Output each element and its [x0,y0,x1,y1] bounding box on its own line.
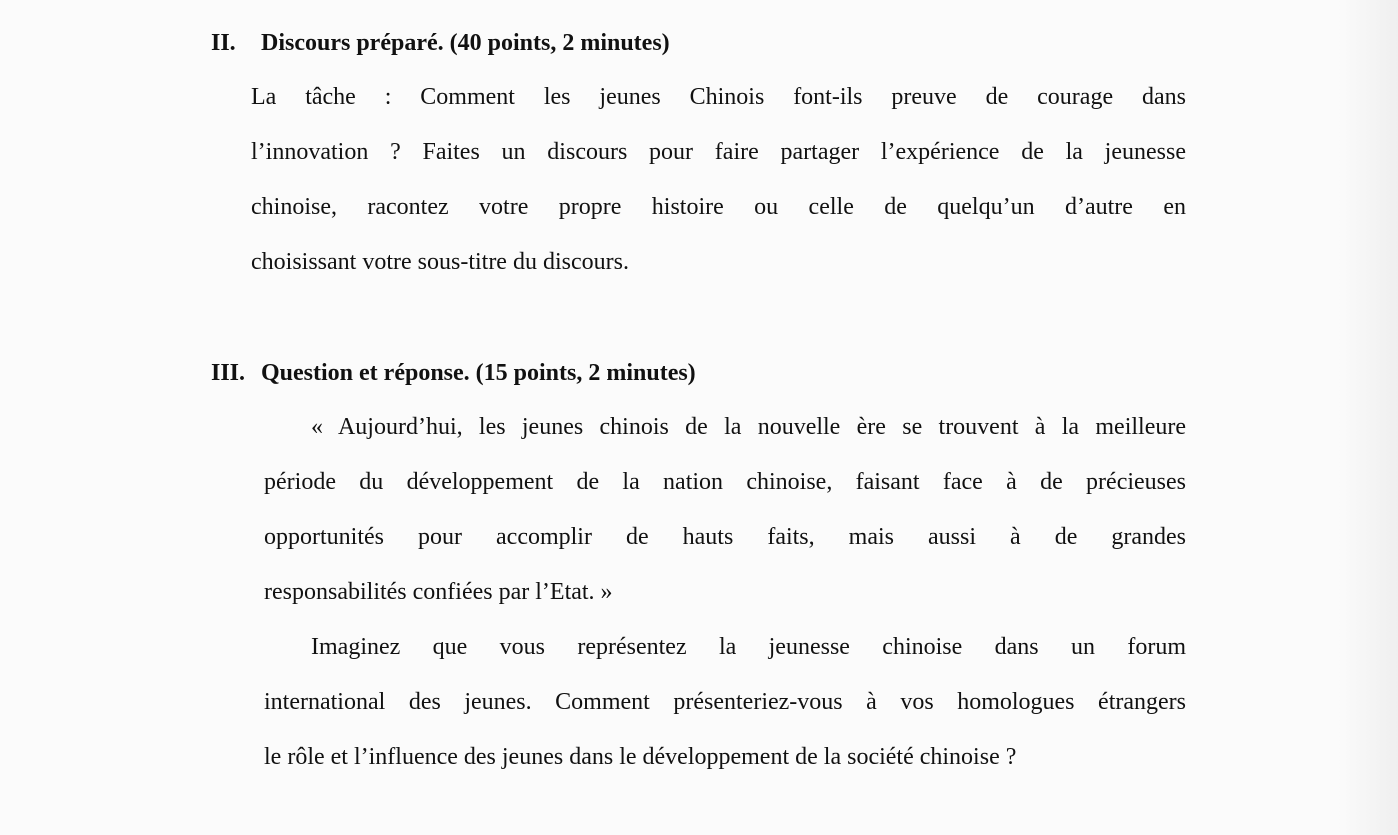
section-ii-heading [211,28,670,58]
section-ii-task-paragraph [251,70,1186,290]
section-ii-title: Discours préparé. (40 points, 2 minutes) [261,30,670,56]
quote-line: période du développement de la nation chinoise, faisant face à de précieuses [264,469,1186,495]
task-line: l’innovation ? Faites un discours pour faire partager l’expérience de la jeunesse [251,139,1186,165]
question-line: le rôle et l’influence des jeunes dans le développement de la société chinoise ? [264,744,1017,770]
section-iii-quote-paragraph [264,400,1186,620]
section-iii-question-paragraph [264,620,1186,785]
section-iii-number: III. [211,360,246,386]
quote-line: « Aujourd’hui, les jeunes chinois de la nouvelle ère se trouvent à la meilleure [311,414,1186,440]
task-line: La tâche : Comment les jeunes Chinois font-ils preuve de courage dans [251,84,1186,110]
task-line: choisissant votre sous-titre du discours. [251,249,629,275]
task-line: chinoise, racontez votre propre histoire ou celle de quelqu’un d’autre en [251,194,1186,220]
question-line: international des jeunes. Comment présenteriez-vous à vos homologues étrangers [264,689,1186,715]
quote-line: responsabilités confiées par l’Etat. » [264,579,613,605]
section-iii-title: Question et réponse. (15 points, 2 minutes) [261,360,696,386]
question-line: Imaginez que vous représentez la jeunesse chinoise dans un forum [311,634,1186,660]
section-iii-heading [211,358,696,388]
page-edge-shadow [1338,0,1398,835]
section-ii-number: II. [211,30,236,56]
quote-line: opportunités pour accomplir de hauts faits, mais aussi à de grandes [264,524,1186,550]
